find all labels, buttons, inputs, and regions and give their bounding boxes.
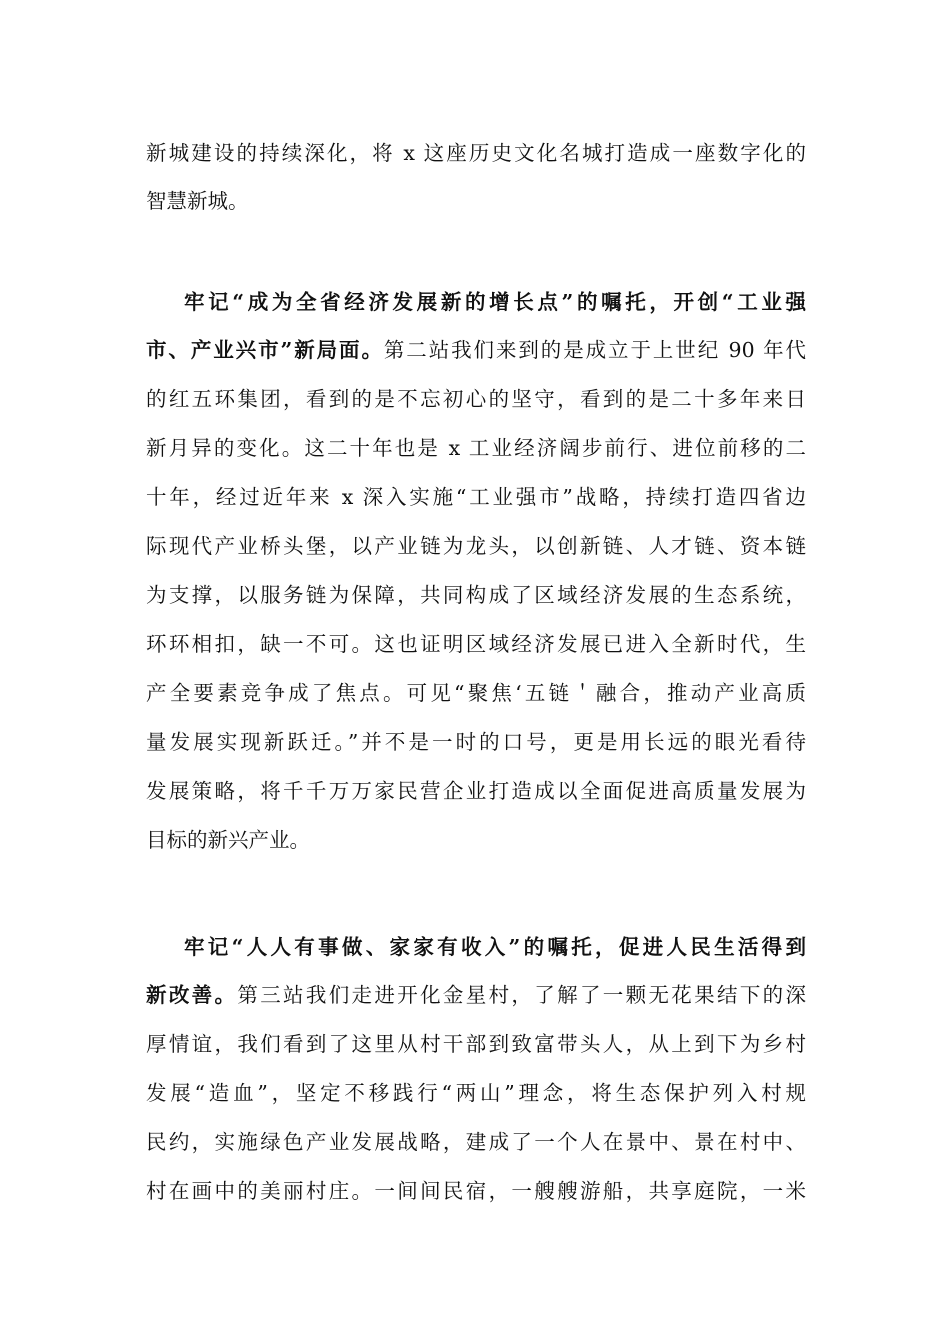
paragraph-lead: 新改善。	[146, 983, 238, 1007]
paragraph-line: 发展策略，将千千万万家民营企业打造成以全面促进高质量发展为	[146, 779, 806, 803]
paragraph-line: 的红五环集团，看到的是不忘初心的坚守，看到的是二十多年来日	[146, 387, 806, 411]
paragraph-line: 际现代产业桥头堡，以产业链为龙头，以创新链、人才链、资本链	[146, 534, 806, 558]
paragraph-lead: 市、产业兴市”新局面。	[146, 338, 384, 362]
paragraph-line: 厚情谊，我们看到了这里从村干部到致富带头人，从上到下为乡村	[146, 1032, 806, 1056]
paragraph-text: 第三站我们走进开化金星村，了解了一颗无花果结下的深	[237, 983, 807, 1007]
paragraph-line: 智慧新城。	[146, 189, 249, 213]
paragraph-line: 环环相扣，缺一不可。这也证明区域经济发展已进入全新时代，生	[146, 632, 806, 656]
paragraph-line: 十年，经过近年来 x 深入实施“工业强市”战略，持续打造四省边	[146, 485, 806, 509]
paragraph-line: 发展“造血”，坚定不移践行“两山”理念，将生态保护列入村规	[146, 1081, 806, 1105]
paragraph-line: 新城建设的持续深化，将 x 这座历史文化名城打造成一座数字化的	[146, 141, 806, 165]
paragraph-line	[146, 335, 806, 365]
paragraph-line: 量发展实现新跃迁。”并不是一时的口号，更是用长远的眼光看待	[146, 730, 806, 754]
paragraph-lead: 牢记“成为全省经济发展新的增长点”的嘱托，开创“工业强	[184, 290, 806, 314]
paragraph-line: 目标的新兴产业。	[146, 828, 310, 852]
paragraph-line: 民约，实施绿色产业发展战略，建成了一个人在景中、景在村中、	[146, 1130, 806, 1154]
paragraph-text: 第二站我们来到的是成立于上世纪 90 年代	[383, 338, 806, 362]
paragraph-lead: 牢记“人人有事做、家家有收入”的嘱托，促进人民生活得到	[184, 935, 806, 959]
paragraph-line: 产全要素竞争成了焦点。可见“聚焦‘五链＇融合，推动产业高质	[146, 681, 806, 705]
paragraph-line: 新月异的变化。这二十年也是 x 工业经济阔步前行、进位前移的二	[146, 436, 806, 460]
paragraph-line: 为支撑，以服务链为保障，共同构成了区域经济发展的生态系统，	[146, 583, 806, 607]
paragraph-line	[146, 980, 806, 1010]
paragraph-line: 村在画中的美丽村庄。一间间民宿，一艘艘游船，共享庭院，一米	[146, 1179, 806, 1203]
